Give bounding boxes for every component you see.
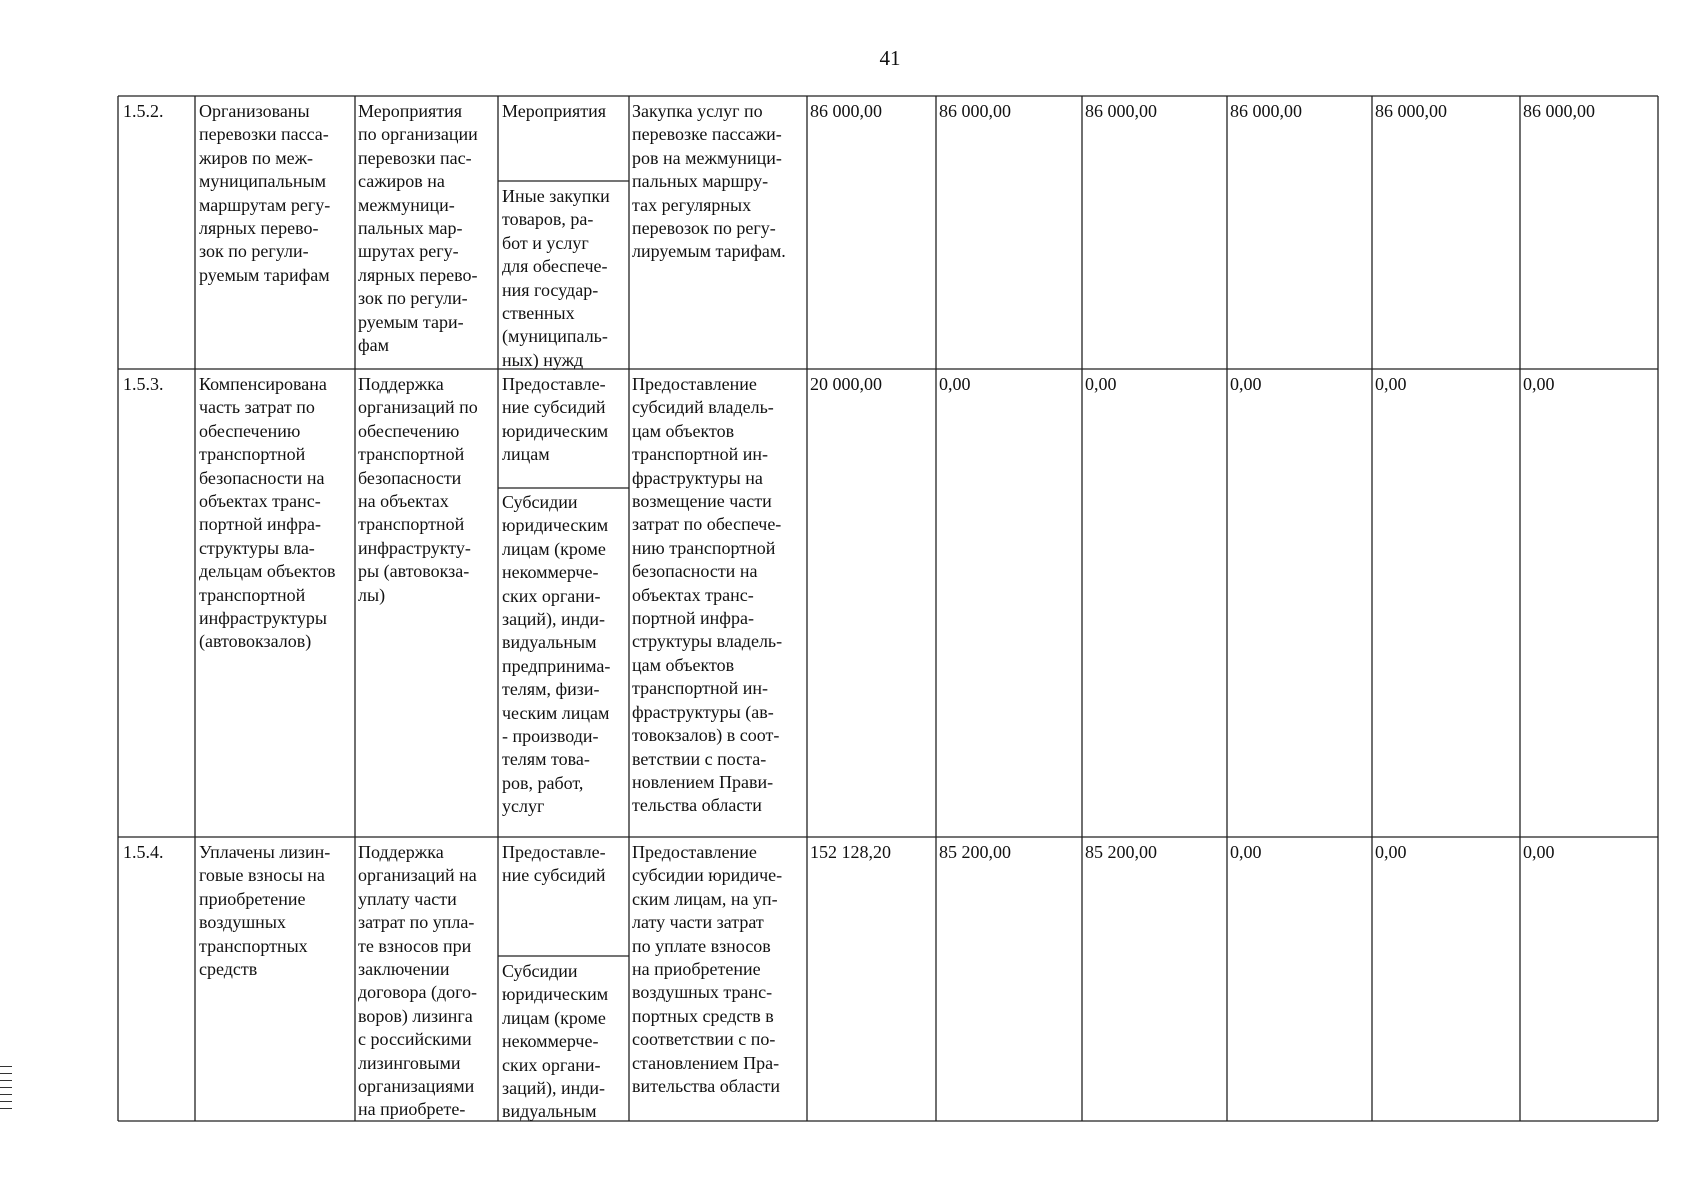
row-1-measure: Мероприятия по организации перевозки пас- сажиров на межмуници- пальных мар- шрутах регу- лярных перево- зок по регули- руемым тари- фам [358, 101, 478, 356]
row-1-value-4: 86 000,00 [1230, 101, 1302, 121]
row-2-type-top: Предоставле- ние субсидий юридическим лицам [502, 374, 609, 465]
row-2-number: 1.5.3. [123, 374, 164, 394]
row-2-value-4: 0,00 [1230, 374, 1262, 394]
row-2-value-3: 0,00 [1085, 374, 1117, 394]
row-2-measure: Поддержка организаций по обеспечению транспортной безопасности на объектах транспортной инфраструкту- ры (автовокза- лы) [358, 374, 478, 605]
row-2-value-1: 20 000,00 [810, 374, 882, 394]
row-3-type-top: Предоставле- ние субсидий [502, 842, 606, 886]
row-3-number: 1.5.4. [123, 842, 164, 862]
row-3-value-3: 85 200,00 [1085, 842, 1157, 862]
row-1-value-6: 86 000,00 [1523, 101, 1595, 121]
row-3-result: Уплачены лизин- говые взносы на приобретение воздушных транспортных средств [199, 842, 331, 980]
row-3-value-5: 0,00 [1375, 842, 1407, 862]
row-2-value-5: 0,00 [1375, 374, 1407, 394]
row-1-type-bottom: Иные закупки товаров, ра- бот и услуг для обеспече- ния государ- ственных (муниципаль- ных) нужд [502, 186, 610, 370]
row-3-measure: Поддержка организаций на уплату части затрат по упла- те взносов при заключении договора (дого- воров) лизинга с российскими лизинговыми организациями на приобрете- [358, 842, 478, 1120]
row-1-result: Организованы перевозки пасса- жиров по меж- муниципальным маршрутам регу- лярных перево- зок по регули- руемым тарифам [199, 101, 331, 285]
row-1-description: Закупка услуг по перевозке пассажи- ров на межмуници- пальных маршру- тах регулярных перевозок по регу- лируемым тарифам. [632, 101, 786, 262]
row-2-type-bottom: Субсидии юридическим лицам (кроме некоммерче- ских органи- заций), инди- видуальным предпринима- телям, физи- ческим лицам - производи- телям това- ров, работ, услуг [502, 492, 611, 817]
row-3-value-1: 152 128,20 [810, 842, 891, 862]
row-2-value-2: 0,00 [939, 374, 971, 394]
row-1-value-5: 86 000,00 [1375, 101, 1447, 121]
row-2-description: Предоставление субсидий владель- цам объектов транспортной ин- фраструктуры на возмещение части затрат по обеспече- нию транспортной безопасности на объектах транс- портной инфра- структуры владель- цам объектов транспортной ин- фраструктуры (ав- товокзалов) в соот- ветствии с поста- новлением Прави- тельства области [632, 374, 783, 816]
row-1-type-top: Мероприятия [502, 101, 607, 121]
row-3-value-4: 0,00 [1230, 842, 1262, 862]
row-3-value-6: 0,00 [1523, 842, 1555, 862]
row-2-result: Компенсирована часть затрат по обеспечению транспортной безопасности на объектах транс- портной инфра- структуры вла- дельцам объектов транспортной инфраструктуры (автовокзалов) [199, 374, 336, 652]
row-1-value-1: 86 000,00 [810, 101, 882, 121]
page-number: 41 [879, 46, 901, 70]
row-1-value-2: 86 000,00 [939, 101, 1011, 121]
row-1-number: 1.5.2. [123, 101, 164, 121]
row-3-type-bottom: Субсидии юридическим лицам (кроме некоммерче- ских органи- заций), инди- видуальным [502, 961, 609, 1122]
row-1-value-3: 86 000,00 [1085, 101, 1157, 121]
row-2-value-6: 0,00 [1523, 374, 1555, 394]
row-3-value-2: 85 200,00 [939, 842, 1011, 862]
row-3-description: Предоставление субсидии юридиче- ским лицам, на уп- лату части затрат по уплате взносов на приобретение воздушных транс- портных средств в соответствии с по- становлением Пра- вительства области [632, 842, 783, 1097]
